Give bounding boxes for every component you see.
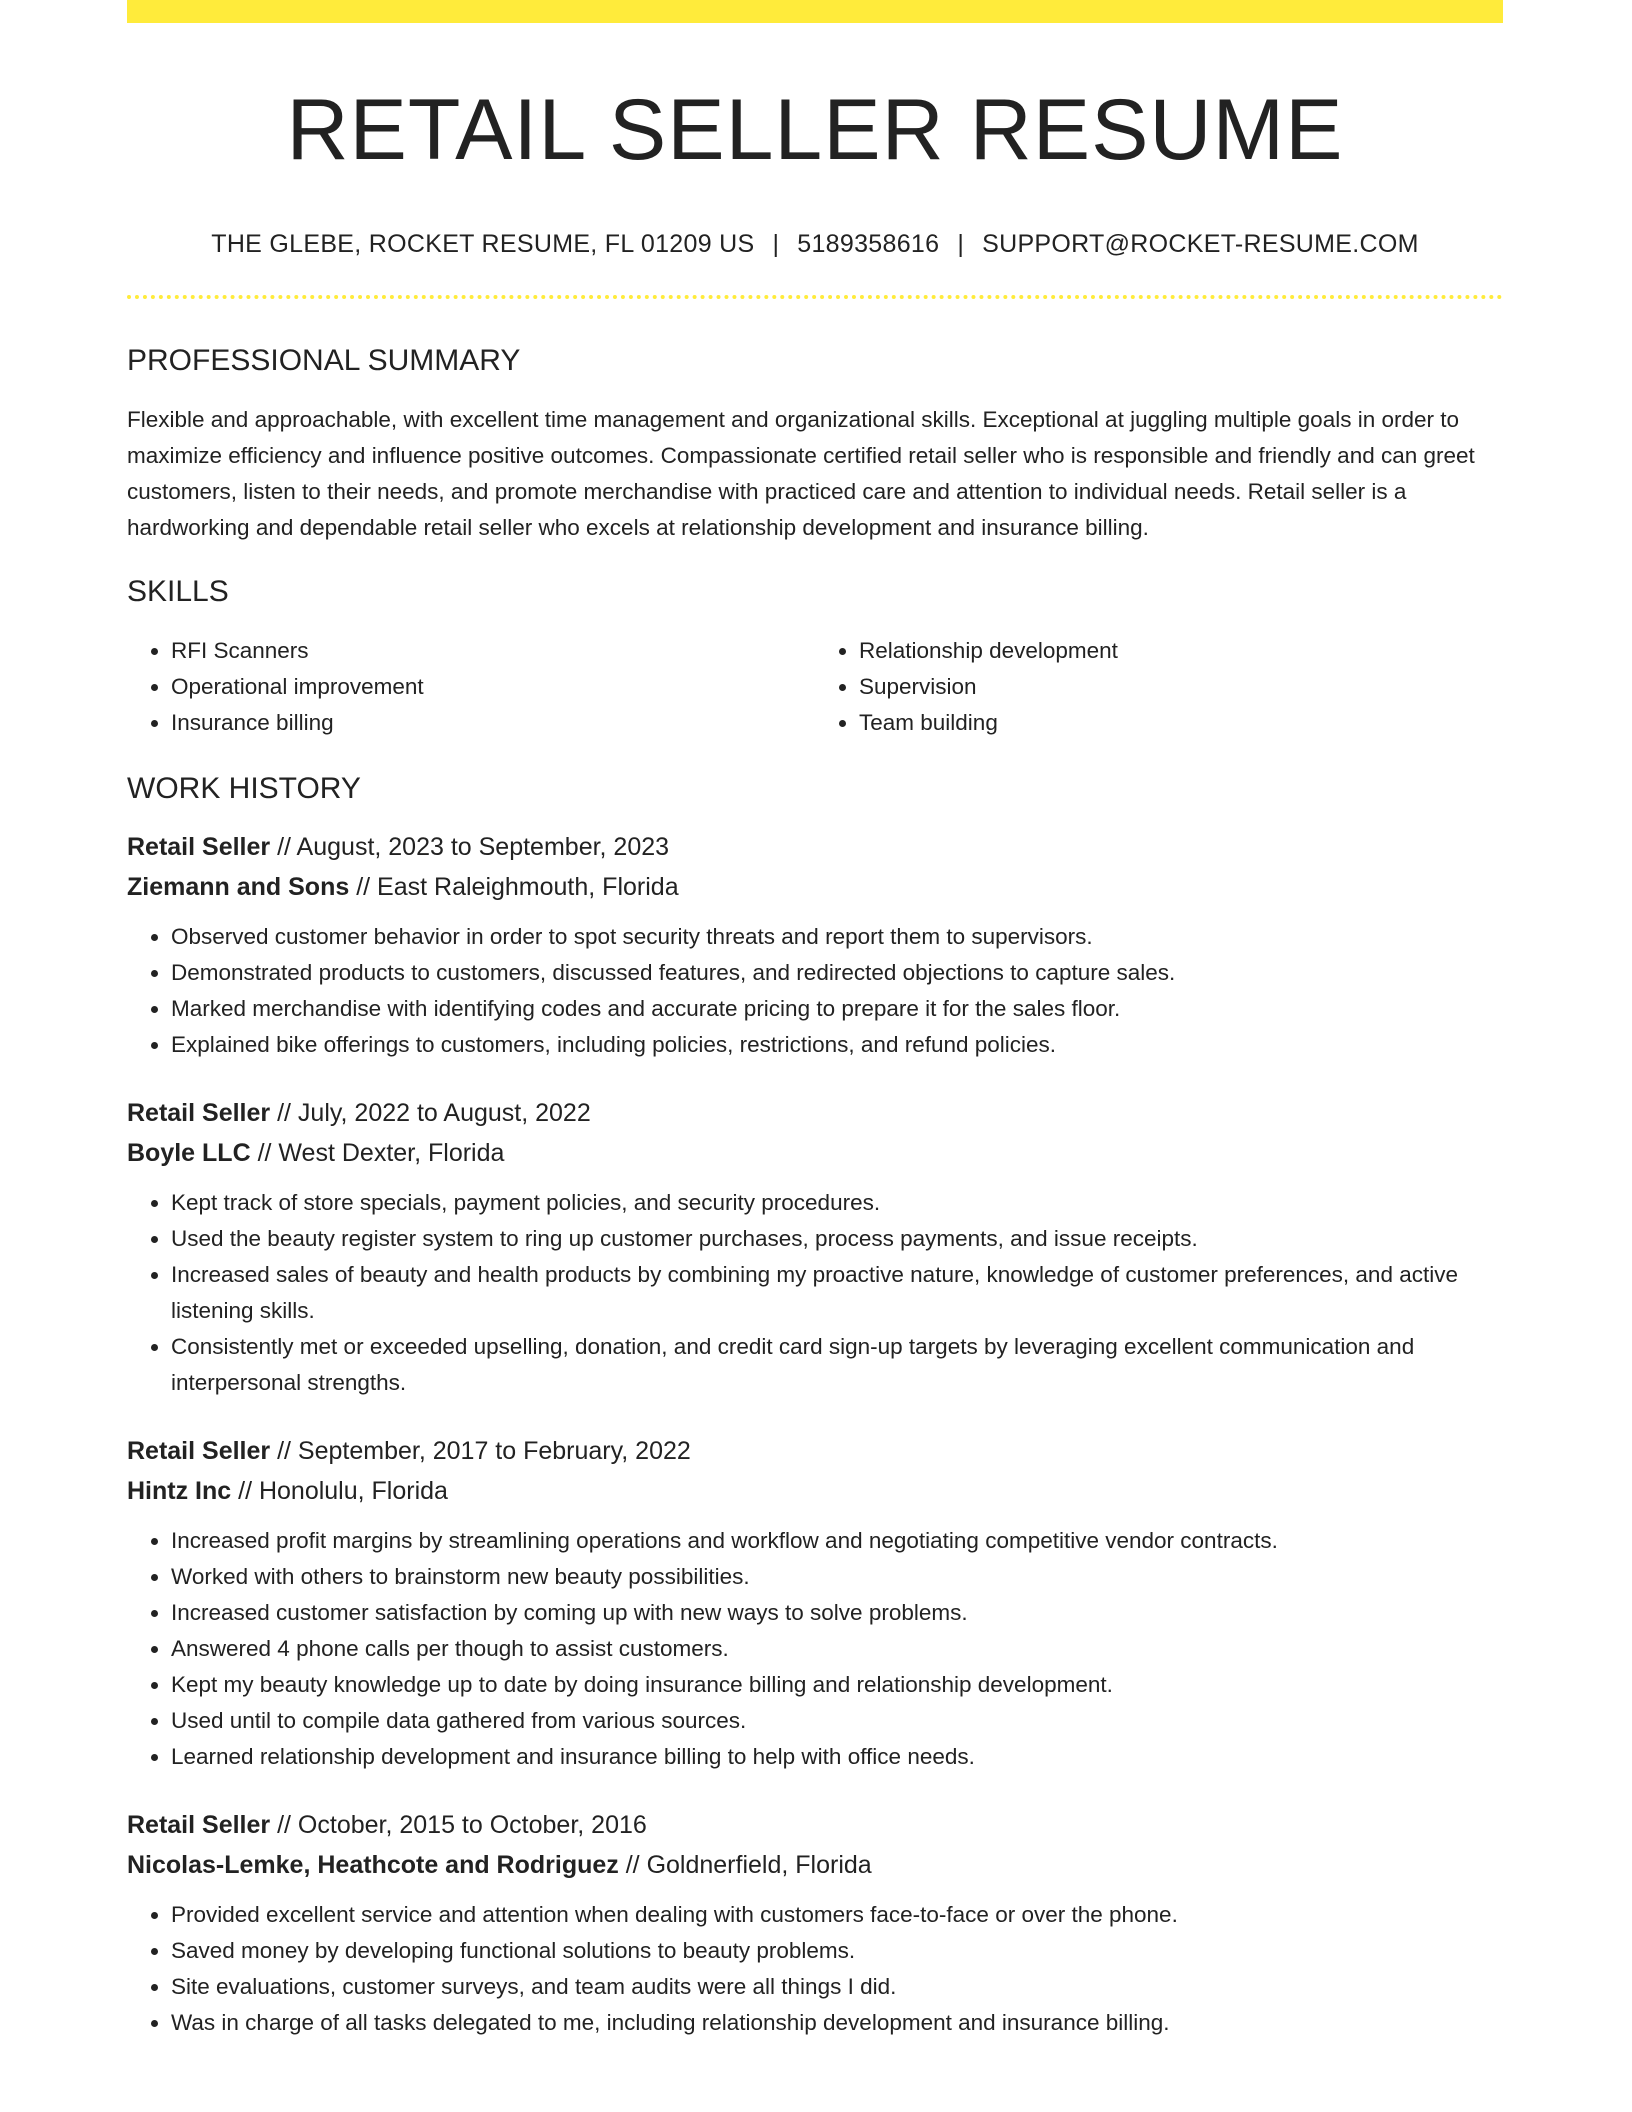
job-bullet: • Used until to compile data gathered from various sources. bbox=[171, 1703, 1503, 1739]
job-dates: // July, 2022 to August, 2022 bbox=[277, 1098, 591, 1127]
skill-item: • RFI Scanners bbox=[171, 633, 815, 669]
job-bullet: • Saved money by developing functional solutions to beauty problems. bbox=[171, 1933, 1503, 1969]
job-location: // Goldnerfield, Florida bbox=[625, 1850, 872, 1879]
job-bullet: • Demonstrated products to customers, discussed features, and redirected objections to capture sales. bbox=[171, 955, 1503, 991]
contact-address: THE GLEBE, ROCKET RESUME, FL 01209 US bbox=[211, 229, 755, 258]
job-entry bbox=[127, 827, 1503, 1063]
dotted-divider bbox=[127, 295, 1503, 299]
job-entry bbox=[127, 1805, 1503, 2041]
job-company-line bbox=[127, 1845, 1503, 1885]
job-bullet: • Kept track of store specials, payment policies, and security procedures. bbox=[171, 1185, 1503, 1221]
job-title: Retail Seller bbox=[127, 832, 271, 861]
job-dates: // August, 2023 to September, 2023 bbox=[277, 832, 670, 861]
skills-heading: SKILLS bbox=[127, 574, 229, 608]
skill-item: • Supervision bbox=[859, 669, 1503, 705]
job-title: Retail Seller bbox=[127, 1436, 271, 1465]
job-bullets bbox=[127, 919, 1503, 1063]
job-title-line bbox=[127, 1805, 1503, 1845]
skills-list bbox=[127, 633, 1503, 741]
job-bullet: • Worked with others to brainstorm new beauty possibilities. bbox=[171, 1559, 1503, 1595]
job-title-line bbox=[127, 827, 1503, 867]
top-accent-bar bbox=[127, 0, 1503, 23]
job-bullet: • Increased profit margins by streamlining operations and workflow and negotiating competitive vendor contracts. bbox=[171, 1523, 1503, 1559]
job-company: Ziemann and Sons bbox=[127, 872, 350, 901]
job-bullet: • Site evaluations, customer surveys, and team audits were all things I did. bbox=[171, 1969, 1503, 2005]
job-company: Hintz Inc bbox=[127, 1476, 232, 1505]
job-company: Nicolas-Lemke, Heathcote and Rodriguez bbox=[127, 1850, 619, 1879]
skills-column-right bbox=[815, 633, 1503, 741]
skill-item: • Insurance billing bbox=[171, 705, 815, 741]
contact-separator: | bbox=[772, 229, 780, 258]
job-bullet: • Learned relationship development and insurance billing to help with office needs. bbox=[171, 1739, 1503, 1775]
skill-item: • Team building bbox=[859, 705, 1503, 741]
job-company-line bbox=[127, 1471, 1503, 1511]
contact-phone: 5189358616 bbox=[797, 229, 940, 258]
job-entry bbox=[127, 1093, 1503, 1401]
contact-email: SUPPORT@ROCKET-RESUME.COM bbox=[982, 229, 1419, 258]
resume-page bbox=[127, 0, 1503, 2041]
contact-separator: | bbox=[957, 229, 965, 258]
job-bullet: • Explained bike offerings to customers, including policies, restrictions, and refund policies. bbox=[171, 1027, 1503, 1063]
work-history-heading: WORK HISTORY bbox=[127, 771, 361, 805]
resume-title: RETAIL SELLER RESUME bbox=[286, 82, 1344, 178]
skill-item: • Relationship development bbox=[859, 633, 1503, 669]
contact-line bbox=[127, 230, 1503, 259]
job-bullet: • Provided excellent service and attention when dealing with customers face-to-face or over the phone. bbox=[171, 1897, 1503, 1933]
job-bullet: • Increased customer satisfaction by coming up with new ways to solve problems. bbox=[171, 1595, 1503, 1631]
job-title-line bbox=[127, 1431, 1503, 1471]
job-location: // Honolulu, Florida bbox=[238, 1476, 448, 1505]
job-bullet: • Answered 4 phone calls per though to assist customers. bbox=[171, 1631, 1503, 1667]
job-location: // West Dexter, Florida bbox=[257, 1138, 505, 1167]
job-title: Retail Seller bbox=[127, 1810, 271, 1839]
job-dates: // September, 2017 to February, 2022 bbox=[277, 1436, 691, 1465]
job-title: Retail Seller bbox=[127, 1098, 271, 1127]
summary-text: Flexible and approachable, with excellent time management and organizational skills. Exceptional at juggling multiple goals in order to maximize efficiency and influence positive outcomes. Compassionate certified retail seller who is responsible and friendly and can greet customers, listen to their needs, and promote merchandise with practiced care and attention to individual needs. Retail seller is a hardworking and dependable retail seller who excels at relationship development and insurance billing. bbox=[127, 406, 1475, 540]
job-bullet: • Marked merchandise with identifying codes and accurate pricing to prepare it for the sales floor. bbox=[171, 991, 1503, 1027]
job-dates: // October, 2015 to October, 2016 bbox=[277, 1810, 647, 1839]
skill-item: • Operational improvement bbox=[171, 669, 815, 705]
job-bullet: • Kept my beauty knowledge up to date by doing insurance billing and relationship development. bbox=[171, 1667, 1503, 1703]
job-bullet: • Was in charge of all tasks delegated to me, including relationship development and insurance billing. bbox=[171, 2005, 1503, 2041]
job-bullet: • Consistently met or exceeded upselling, donation, and credit card sign-up targets by leveraging excellent communication and interpersonal strengths. bbox=[171, 1329, 1503, 1401]
job-bullets bbox=[127, 1185, 1503, 1401]
job-bullets bbox=[127, 1523, 1503, 1775]
job-entry bbox=[127, 1431, 1503, 1775]
job-location: // East Raleighmouth, Florida bbox=[356, 872, 679, 901]
job-company-line bbox=[127, 867, 1503, 907]
summary-heading: PROFESSIONAL SUMMARY bbox=[127, 343, 521, 377]
job-bullet: • Observed customer behavior in order to spot security threats and report them to supervisors. bbox=[171, 919, 1503, 955]
skills-column-left bbox=[127, 633, 815, 741]
job-company-line bbox=[127, 1133, 1503, 1173]
job-bullet: • Used the beauty register system to ring up customer purchases, process payments, and issue receipts. bbox=[171, 1221, 1503, 1257]
job-title-line bbox=[127, 1093, 1503, 1133]
job-company: Boyle LLC bbox=[127, 1138, 251, 1167]
job-bullets bbox=[127, 1897, 1503, 2041]
job-bullet: • Increased sales of beauty and health products by combining my proactive nature, knowledge of customer preferences, and active listening skills. bbox=[171, 1257, 1503, 1329]
